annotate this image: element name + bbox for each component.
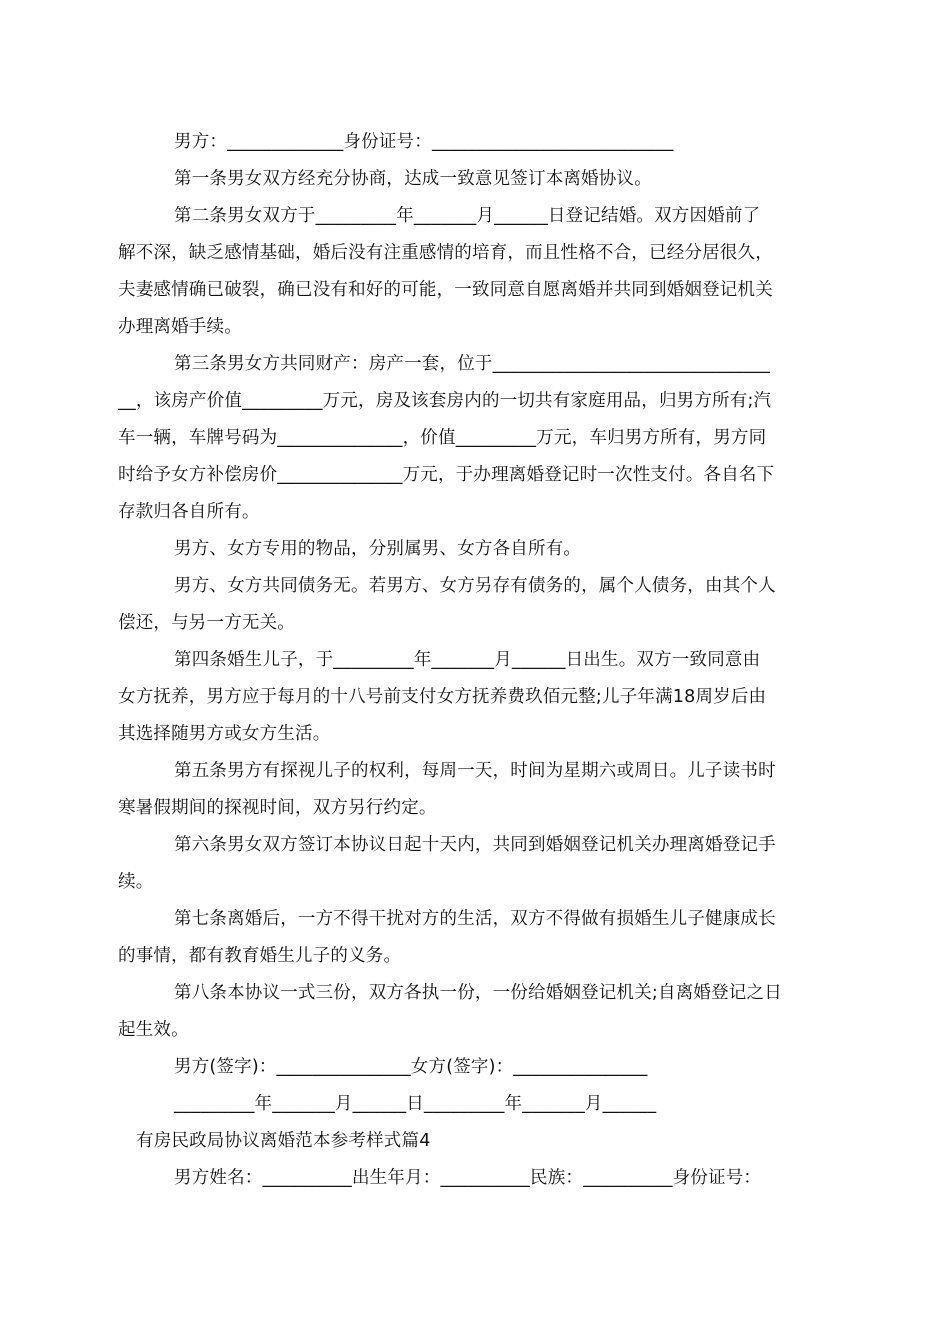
text-line: 起生效。 — [118, 1020, 189, 1040]
section-heading: 有房民政局协议离婚范本参考样式篇4 — [136, 1131, 431, 1151]
text-line: 其选择随男方或女方生活。 — [118, 724, 331, 744]
text-line: 存款归各自所有。 — [118, 502, 260, 522]
signature-line: 男方(签字)：_______________女方(签字)：_______________ — [174, 1057, 648, 1077]
text-line: 续。 — [118, 872, 154, 892]
text-line: 第六条男女双方签订本协议日起十天内，共同到婚姻登记机关办理离婚登记手 — [174, 835, 776, 855]
text-line: 办理离婚手续。 — [118, 317, 242, 337]
text-line: 偿还，与另一方无关。 — [118, 613, 295, 633]
text-line: 男方：_____________身份证号：___________________________ — [174, 132, 674, 152]
text-line: 车一辆，车牌号码为______________，价值_________万元，车归男方所有，男方同 — [118, 428, 767, 448]
text-line: 夫妻感情确已破裂，确已没有和好的可能，一致同意自愿离婚并共同到婚姻登记机关 — [118, 280, 773, 300]
text-line: 第二条男女双方于_________年_______月______日登记结婚。双方因婚前了 — [174, 206, 761, 226]
text-line: 男方姓名：__________出生年月：__________民族：__________身份证号： — [174, 1168, 762, 1188]
text-line: 第七条离婚后，一方不得干扰对方的生活，双方不得做有损婚生儿子健康成长 — [174, 909, 776, 929]
text-line: __，该房产价值_________万元，房及该套房内的一切共有家庭用品，归男方所有;汽 — [118, 391, 772, 411]
text-line: 寒暑假期间的探视时间，双方另行约定。 — [118, 798, 437, 818]
text-line: 男方、女方专用的物品，分别属男、女方各自所有。 — [174, 539, 582, 559]
text-line: 女方抚养，男方应于每月的十八号前支付女方抚养费玖佰元整;儿子年满18周岁后由 — [118, 687, 767, 707]
text-line: 第八条本协议一式三份，双方各执一份，一份给婚姻登记机关;自离婚登记之日 — [174, 983, 782, 1003]
text-line: 男方、女方共同债务无。若男方、女方另存有债务的，属个人债务，由其个人 — [174, 576, 776, 596]
text-line: 解不深，缺乏感情基础，婚后没有注重感情的培育，而且性格不合，已经分居很久， — [118, 243, 773, 263]
text-line: 时给予女方补偿房价______________万元，于办理离婚登记时一次性支付。各自名下 — [118, 465, 775, 485]
text-line: 第三条男女方共同财产：房产一套，位于_______________________________ — [174, 354, 771, 374]
text-line: 的事情，都有教育婚生儿子的义务。 — [118, 946, 402, 966]
text-line: 第一条男女双方经充分协商，达成一致意见签订本离婚协议。 — [174, 169, 652, 189]
text-line: 第五条男方有探视儿子的权利，每周一天，时间为星期六或周日。儿子读书时 — [174, 761, 776, 781]
text-line: 第四条婚生儿子，于_________年_______月______日出生。双方一致同意由 — [174, 650, 761, 670]
date-line: _________年_______月______日_________年_______月______ — [174, 1094, 657, 1114]
